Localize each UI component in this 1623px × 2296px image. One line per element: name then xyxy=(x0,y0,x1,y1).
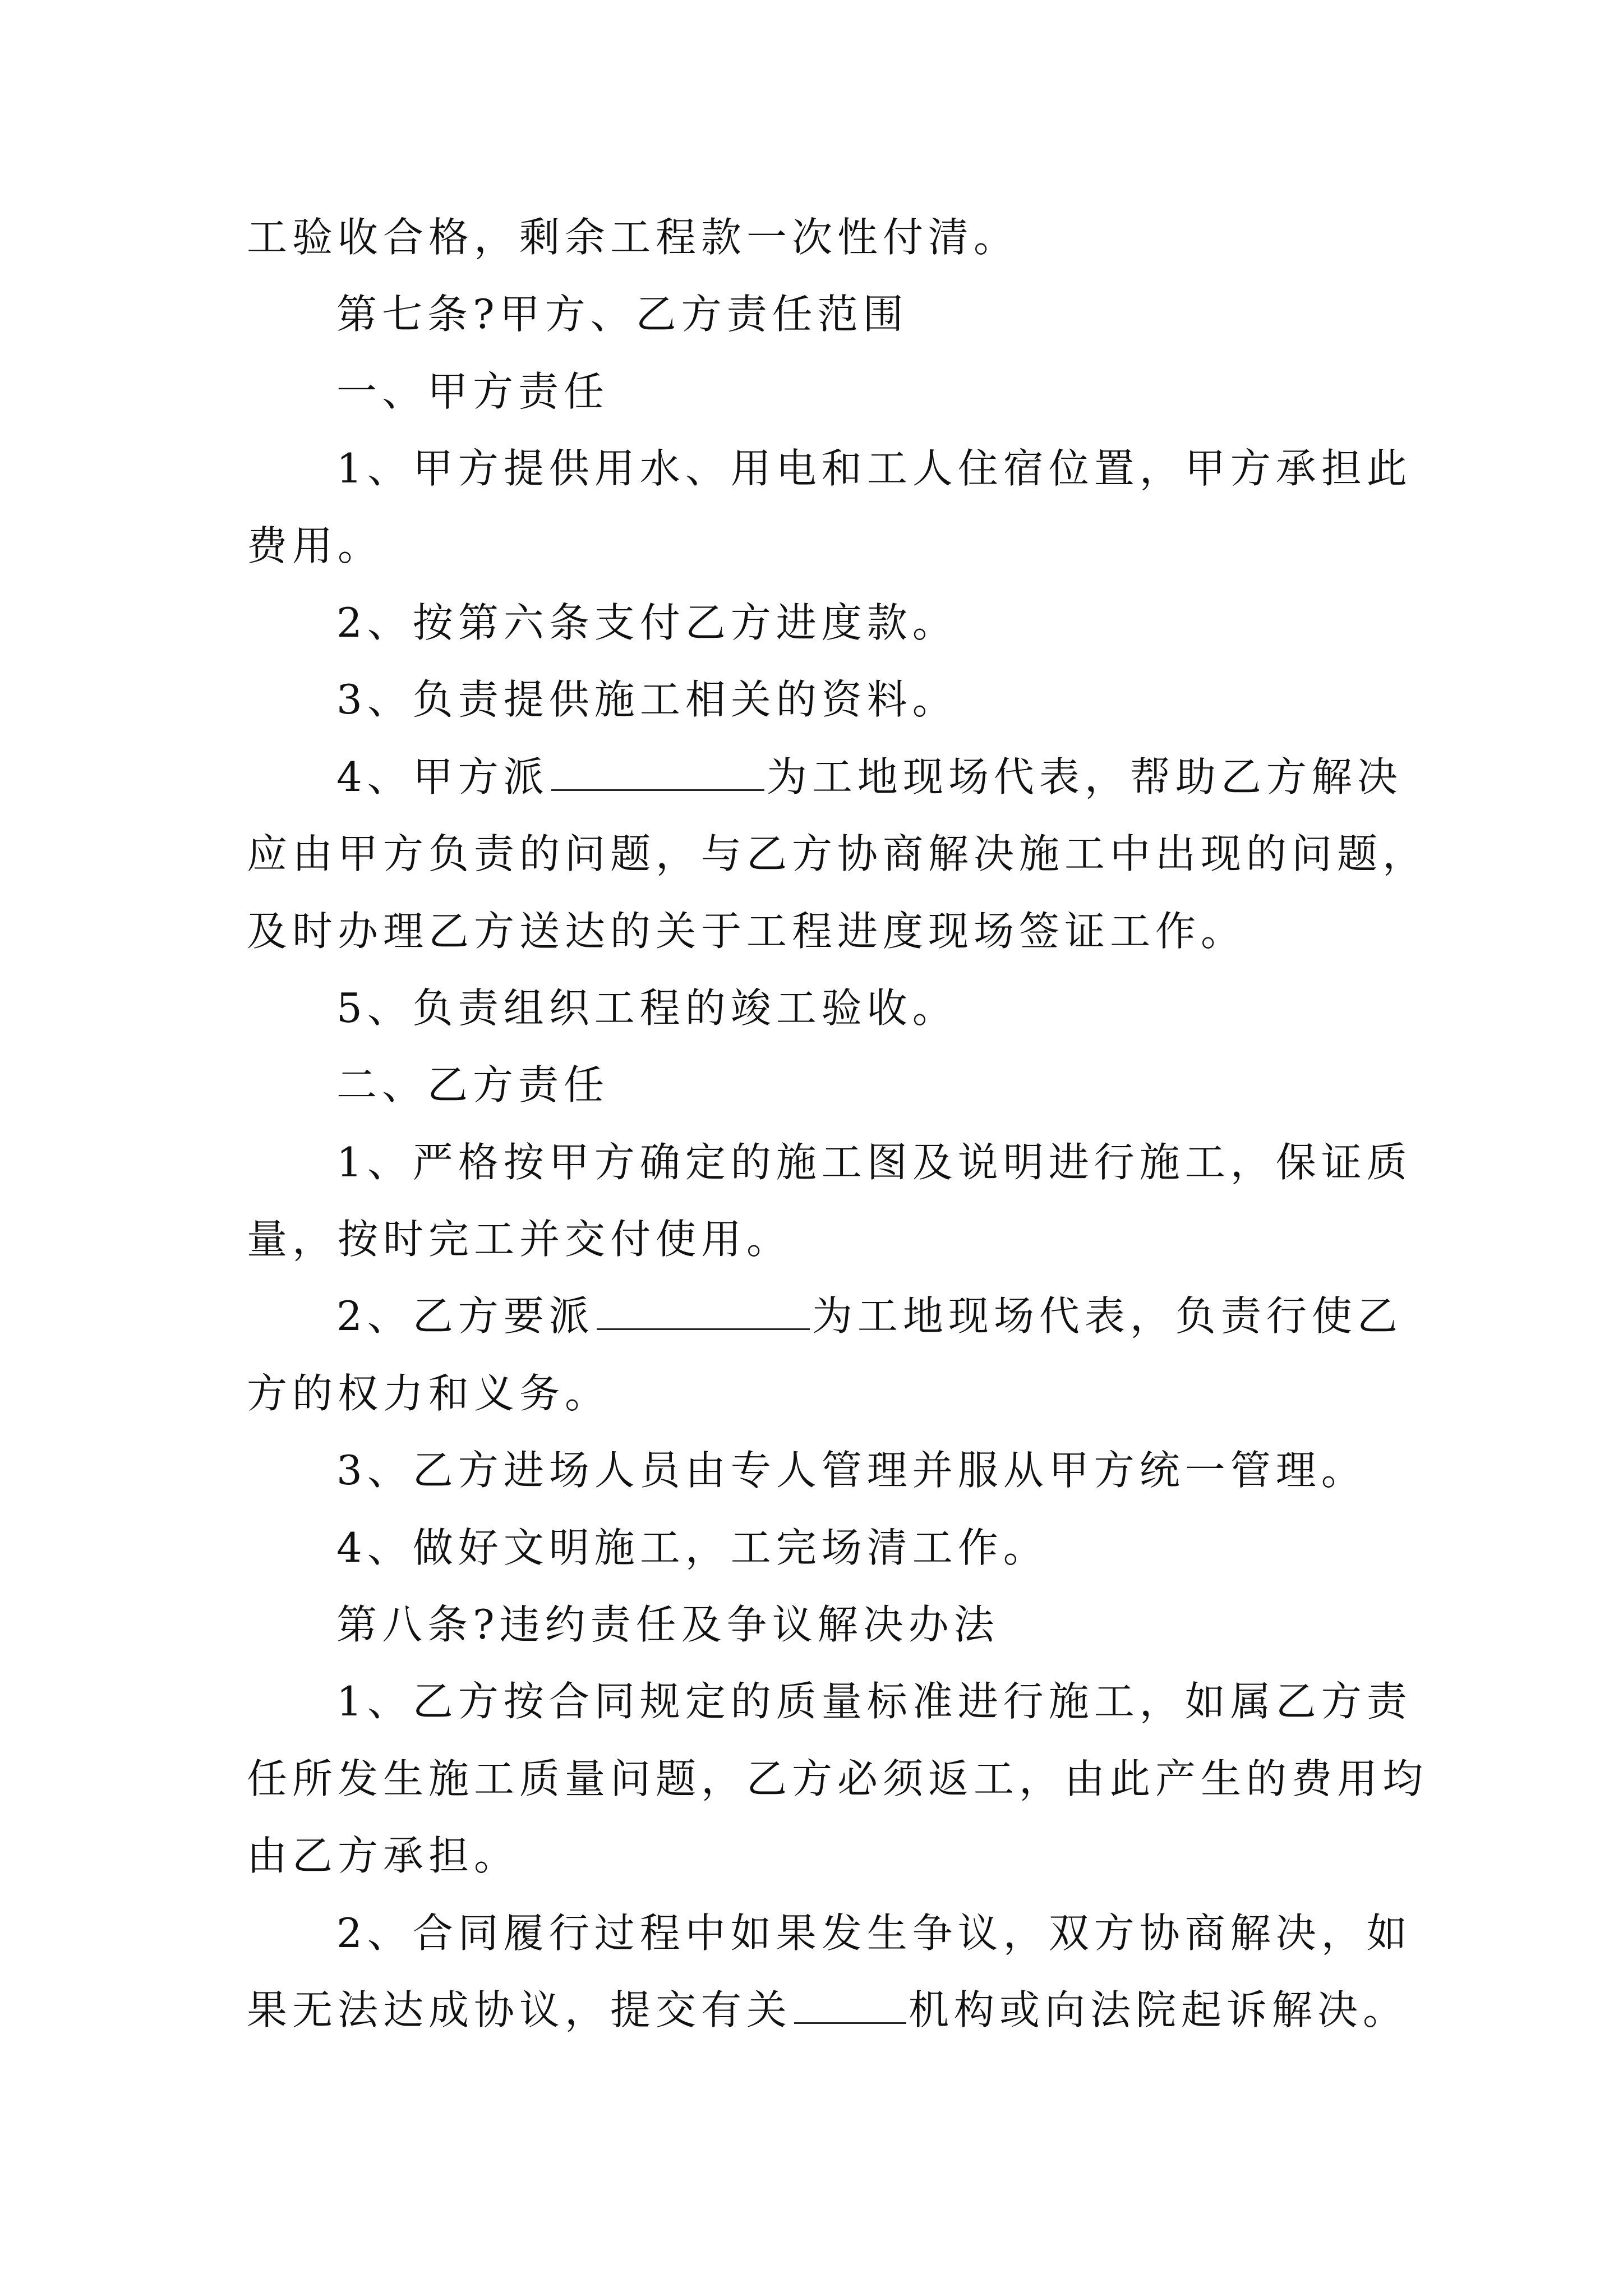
contract-body xyxy=(247,199,1428,2049)
paragraph-line: 2、合同履行过程中如果发生争议，双方协商解决，如 xyxy=(336,1909,1412,1957)
paragraph-line: 工验收合格，剩余工程款一次性付清。 xyxy=(247,214,1020,261)
paragraph-line: 应由甲方负责的问题，与乙方协商解决施工中出现的问题， xyxy=(247,830,1428,878)
article-7-heading: 第七条?甲方、乙方责任范围 xyxy=(336,291,909,338)
paragraph-line: 1、甲方提供用水、用电和工人住宿位置，甲方承担此 xyxy=(336,445,1412,493)
paragraph-line: 1、严格按甲方确定的施工图及说明进行施工，保证质 xyxy=(336,1138,1412,1186)
paragraph-line: 5、负责组织工程的竣工验收。 xyxy=(336,984,958,1032)
paragraph-line: 3、负责提供施工相关的资料。 xyxy=(336,676,958,724)
line-text-after-blank: 机构或向法院起诉解决。 xyxy=(909,1986,1409,2033)
article-8-heading: 第八条?违约责任及争议解决办法 xyxy=(336,1601,999,1649)
paragraph-line-with-blank xyxy=(247,739,1403,816)
line-text-after-blank: 为工地现场代表，帮助乙方解决 xyxy=(766,753,1403,800)
paragraph-line: 及时办理乙方送达的关于工程进度现场签证工作。 xyxy=(247,907,1247,955)
line-text-after-blank: 为工地现场代表，负责行使乙 xyxy=(811,1292,1403,1340)
paragraph-line: 量，按时完工并交付使用。 xyxy=(247,1216,792,1263)
fill-in-blank xyxy=(597,1295,810,1330)
line-text-before-blank: 2、乙方要派 xyxy=(336,1292,594,1340)
paragraph-line: 由乙方承担。 xyxy=(247,1832,520,1880)
paragraph-line: 1、乙方按合同规定的质量标准进行施工，如属乙方责 xyxy=(336,1678,1412,1726)
paragraph-line: 方的权力和义务。 xyxy=(247,1369,611,1417)
paragraph-line: 2、按第六条支付乙方进度款。 xyxy=(336,599,958,646)
fill-in-blank xyxy=(551,756,764,791)
paragraph-line: 费用。 xyxy=(247,522,384,569)
paragraph-line: 3、乙方进场人员由专人管理并服从甲方统一管理。 xyxy=(336,1447,1367,1494)
line-text-before-blank: 4、甲方派 xyxy=(336,753,549,800)
paragraph-line: 任所发生施工质量问题，乙方必须返工，由此产生的费用均 xyxy=(247,1755,1428,1802)
party-b-section-heading: 二、乙方责任 xyxy=(336,1061,610,1109)
paragraph-line: 4、做好文明施工，工完场清工作。 xyxy=(336,1524,1049,1571)
fill-in-blank xyxy=(794,1989,906,2024)
paragraph-line-with-blank xyxy=(247,1972,1409,2049)
party-a-section-heading: 一、甲方责任 xyxy=(336,367,610,415)
line-text-before-blank: 果无法达成协议，提交有关 xyxy=(247,1986,792,2033)
paragraph-line-with-blank xyxy=(247,1278,1403,1355)
